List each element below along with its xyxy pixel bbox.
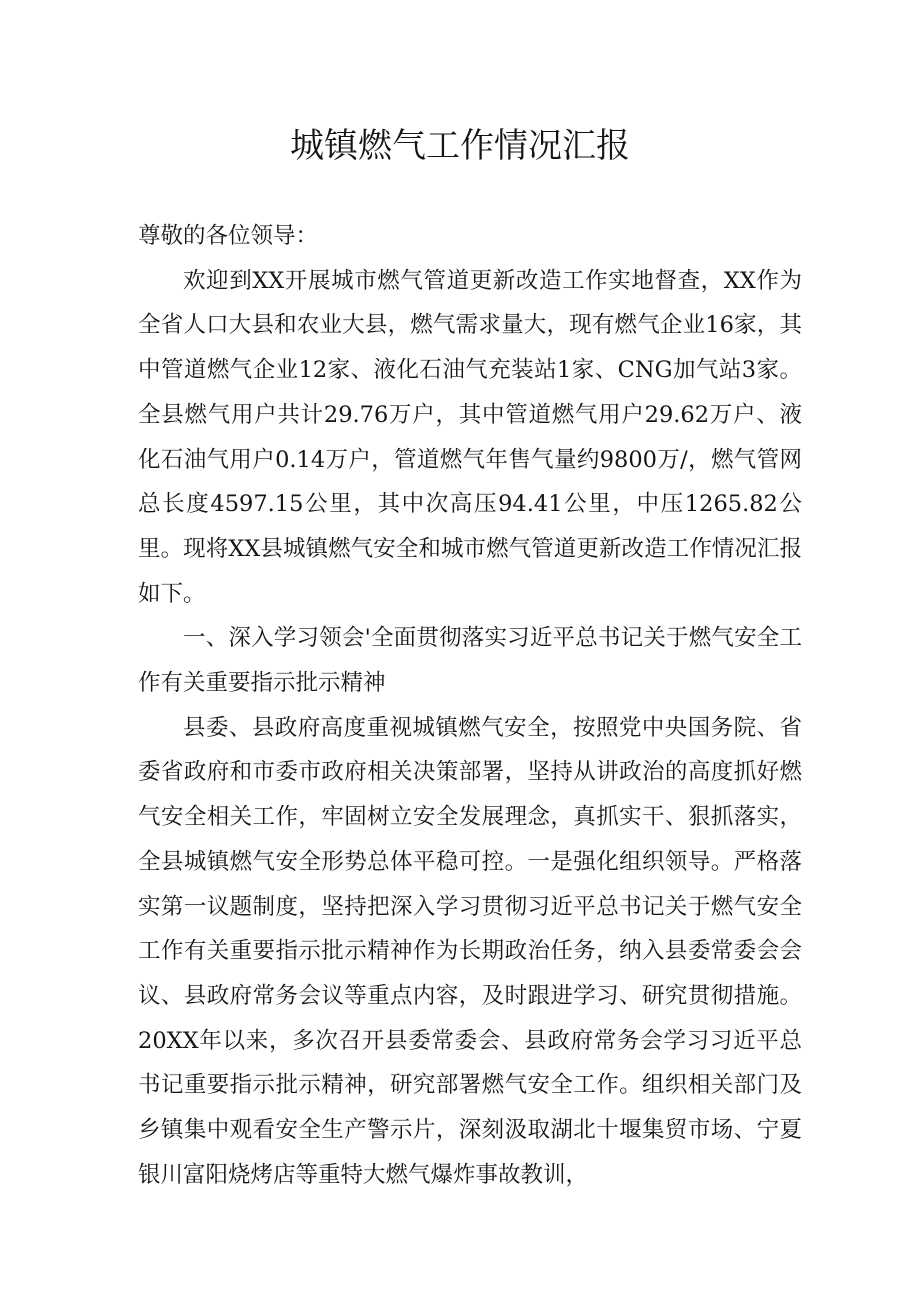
salutation: 尊敬的各位领导： xyxy=(138,223,319,249)
document-body xyxy=(138,214,802,1197)
paragraph-section-1: 县委、县政府高度重视城镇燃气安全，按照党中央国务院、省委省政府和市委市政府相关决策部署，坚持从讲政治的高度抓好燃气安全相关工作，牢固树立安全发展理念，真抓实干、狠抓落实，全县城镇燃气安全形势总体平稳可控。一是强化组织领导。严格落实第一议题制度，坚持把深入学习贯彻习近平总书记关于燃气安全工作有关重要指示批示精神作为长期政治任务，纳入县委常委会会议、县政府常务会议等重点内容，及时跟进学习、研究贯彻措施。20XX年以来，多次召开县委常委会、县政府常务会学习习近平总书记重要指示批示精神，研究部署燃气安全工作。组织相关部门及乡镇集中观看安全生产警示片，深刻汲取湖北十堰集贸市场、宁夏银川富阳烧烤店等重特大燃气爆炸事故教训， xyxy=(138,714,802,1188)
document-title: 城镇燃气工作情况汇报 xyxy=(290,126,630,166)
paragraph-overview: 欢迎到XX开展城市燃气管道更新改造工作实地督查，XX作为全省人口大县和农业大县，燃气需求量大，现有燃气企业16家，其中管道燃气企业12家、液化石油气充装站1家、CNG加气站3家。全县燃气用户共计29.76万户，其中管道燃气用户29.62万户、液化石油气用户0.14万户，管道燃气年售气量约9800万/，燃气管网总长度4597.15公里，其中次高压94.41公里，中压1265.82公里。现将XX县城镇燃气安全和城市燃气管道更新改造工作情况汇报如下。 xyxy=(138,267,802,607)
section-heading-1: 一、深入学习领会'全面贯彻落实习近平总书记关于燃气安全工作有关重要指示批示精神 xyxy=(138,625,802,697)
